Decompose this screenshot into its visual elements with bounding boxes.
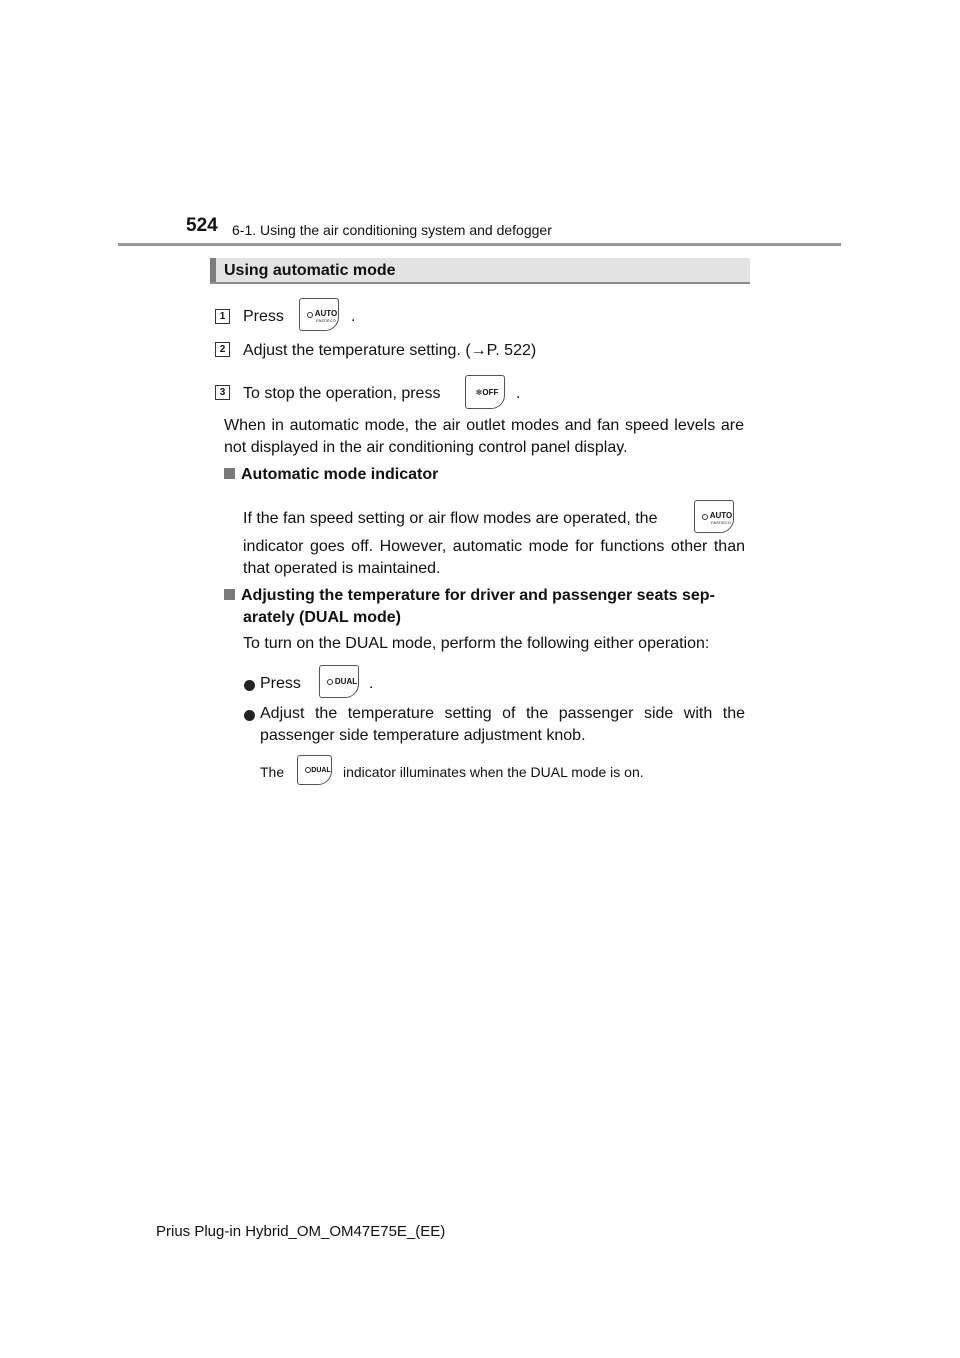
subsection-heading-dual-mode-line2: arately (DUAL mode): [243, 609, 401, 626]
step-number-2: 2: [215, 342, 230, 357]
step-3-period: .: [516, 385, 521, 402]
footer-document-id: Prius Plug-in Hybrid_OM_OM47E75E_(EE): [156, 1223, 446, 1240]
page-number: 524: [186, 215, 218, 236]
header-divider: [118, 243, 841, 246]
bullet-1-text: Press: [260, 675, 301, 692]
off-button-icon: [465, 375, 505, 409]
off-button-label: OFF: [482, 388, 499, 397]
auto-button-sublabel: FAST/ECO: [711, 520, 731, 525]
section-accent: [210, 258, 216, 282]
note-text-after: indicator illuminates when the DUAL mode is on.: [343, 764, 644, 780]
fan-icon: ✻: [475, 388, 483, 397]
indicator-light-icon: [307, 312, 313, 318]
intro-paragraph: When in automatic mode, the air outlet modes and fan speed levels are not displayed in the air conditioning control panel display.: [224, 417, 744, 456]
dual-button-icon: [319, 665, 359, 698]
dual-button-label: DUAL: [334, 677, 358, 686]
step-3-text: To stop the operation, press: [243, 385, 441, 402]
step-number-3: 3: [215, 385, 230, 400]
auto-button-sublabel: FAST/ECO: [316, 318, 336, 323]
subsection-heading-dual-mode: Adjusting the temperature for driver and passenger seats sep-: [224, 585, 715, 607]
bullet-1-period: .: [369, 675, 374, 692]
indicator-light-icon: [702, 514, 708, 520]
chapter-title: 6-1. Using the air conditioning system and defogger: [232, 222, 552, 238]
square-bullet-icon: [224, 589, 235, 600]
bullet-icon: [244, 678, 255, 696]
indicator-light-icon: [327, 679, 333, 685]
step-1-text: Press: [243, 308, 284, 325]
bullet-icon: [244, 708, 255, 726]
bullet-2-text: Adjust the temperature setting of the passenger side with the passenger side temperature adjustment knob.: [260, 705, 745, 744]
section-title: Using automatic mode: [224, 262, 396, 279]
dual-button-label: DUAL: [311, 767, 331, 774]
section-heading-bar: [210, 258, 750, 284]
dual-mode-text: To turn on the DUAL mode, perform the following either operation:: [243, 635, 710, 652]
subsection-heading-automatic-indicator: Automatic mode indicator: [224, 464, 438, 486]
step-2-text: Adjust the temperature setting. (→P. 522): [243, 342, 537, 359]
note-text-before: The: [260, 764, 285, 780]
auto-button-label: AUTO: [314, 309, 338, 318]
square-bullet-icon: [224, 468, 235, 479]
auto-button-icon: [299, 298, 339, 331]
automatic-indicator-text: indicator goes off. However, automatic mode for functions other than that operated is maintained.: [243, 538, 745, 577]
automatic-indicator-text-line1: If the fan speed setting or air flow modes are operated, the: [243, 510, 658, 527]
auto-button-icon: [694, 500, 734, 533]
auto-button-label: AUTO: [709, 511, 733, 520]
step-1-period: .: [351, 308, 356, 325]
step-number-1: 1: [215, 309, 230, 324]
dual-button-icon: [297, 755, 332, 785]
